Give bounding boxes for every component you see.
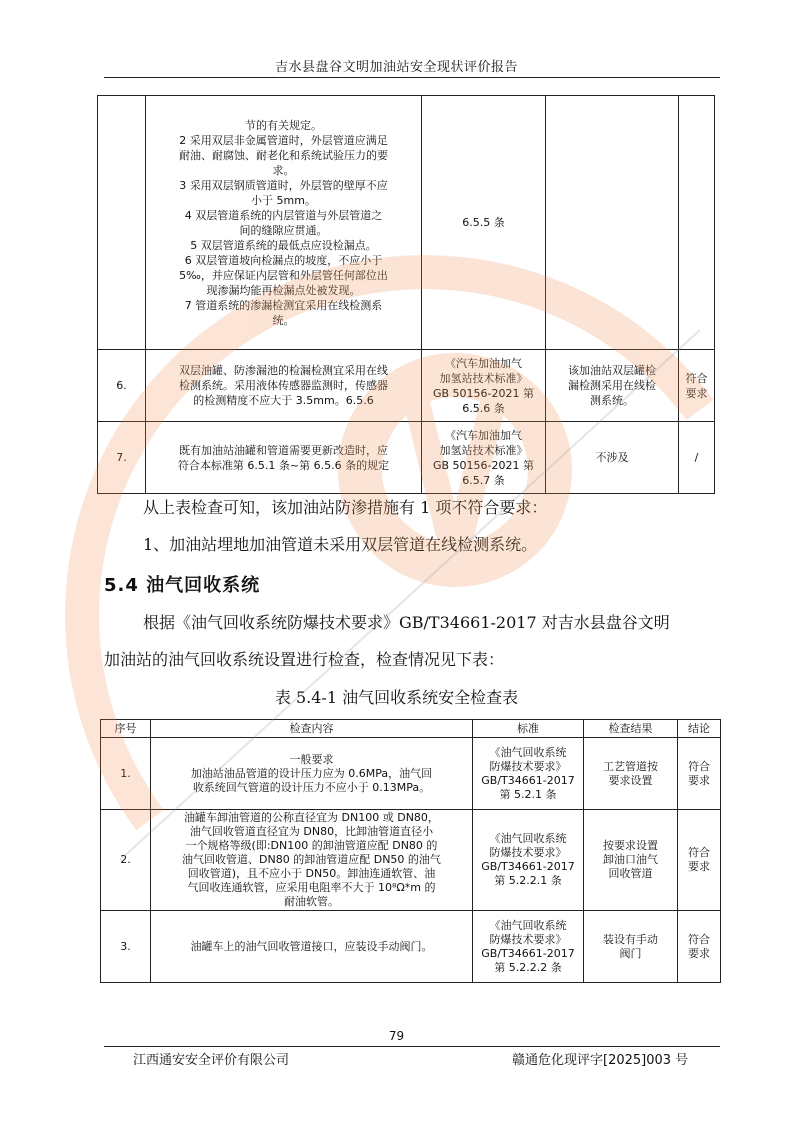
nonconformity-item: 1、加油站埋地加油管道未采用双层管道在线检测系统。 xyxy=(143,535,538,554)
header-standard: 标准 xyxy=(473,720,584,738)
check-content-line: 4 双层管道系统的内层管道与外层管道之 xyxy=(184,208,383,222)
table-caption: 表 5.4-1 油气回收系统安全检查表 xyxy=(274,688,519,707)
cell-check-content xyxy=(146,350,422,422)
standard-line: 第 5.2.2.1 条 xyxy=(494,874,562,887)
check-content-line: 间的缝隙应贯通。 xyxy=(239,223,328,237)
cell-check-content xyxy=(146,422,422,494)
summary-paragraph: 从上表检查可知，该加油站防渗措施有 1 项不符合要求： xyxy=(143,498,548,517)
table-row xyxy=(101,738,721,810)
cell-standard xyxy=(422,422,546,494)
check-content-line: 双层油罐、防渗漏池的检漏检测宜采用在线 xyxy=(179,364,388,377)
check-content-line: 油气回收管道直径宜为 DN80，比卸油管道直径小 xyxy=(189,825,434,838)
result-line: 装设有手动 xyxy=(603,932,658,946)
standard-line: 防爆技术要求》 xyxy=(489,846,567,859)
cell-check-content xyxy=(151,911,473,983)
conclusion-line: 符合 xyxy=(688,932,710,946)
header-divider xyxy=(104,77,720,78)
conclusion-line: 要求 xyxy=(685,386,708,400)
conclusion-line: / xyxy=(694,451,699,464)
standard-line: GB/T34661-2017 xyxy=(481,946,575,960)
check-content-line: 节的有关规定。 xyxy=(245,118,322,132)
section-heading: 5.4 油气回收系统 xyxy=(104,575,261,596)
row-number: 2. xyxy=(101,810,151,911)
standard-line: 《汽车加油加气 xyxy=(445,428,522,442)
row-number xyxy=(98,96,146,350)
cell-result xyxy=(584,810,678,911)
check-content-line: 7 管道系统的渗漏检测宜采用在线检测系 xyxy=(184,298,383,312)
page-number: 79 xyxy=(388,1029,405,1043)
table-row xyxy=(101,810,721,911)
result-line: 卸油口油气 xyxy=(603,853,658,866)
cell-standard xyxy=(422,350,546,422)
standard-line: 第 5.2.2.2 条 xyxy=(494,960,562,974)
footer-company: 江西通安安全评价有限公司 xyxy=(133,1053,290,1068)
check-content-line: 一个规格等级(即:DN100 的卸油管道应配 DN80 的 xyxy=(185,839,438,852)
cell-standard xyxy=(473,738,584,810)
cell-standard xyxy=(473,810,584,911)
check-content-line: 5 双层管道系统的最低点应设检漏点。 xyxy=(190,238,377,252)
standard-line: 《油气回收系统 xyxy=(489,832,567,845)
table-row xyxy=(101,911,721,983)
header-conclusion: 结论 xyxy=(678,720,721,738)
standard-line: GB/T34661-2017 xyxy=(481,773,575,787)
cell-check-content xyxy=(151,810,473,911)
cell-standard xyxy=(473,911,584,983)
cell-conclusion xyxy=(678,810,721,911)
check-content-line: 3 采用双层钢质管道时，外层管的壁厚不应 xyxy=(179,178,388,192)
standard-line: 防爆技术要求》 xyxy=(489,759,567,773)
standard-line: 《油气回收系统 xyxy=(489,918,567,932)
standard-line: 《汽车加油加气 xyxy=(445,356,522,370)
standard-line: 加氢站技术标准》 xyxy=(439,443,528,457)
standard-line: GB 50156-2021 第 xyxy=(432,386,535,400)
intro-paragraph-line-2: 加油站的油气回收系统设置进行检查，检查情况见下表： xyxy=(104,650,505,669)
intro-paragraph-line-1: 根据《油气回收系统防爆技术要求》GB/T34661-2017 对吉水县盘谷文明 xyxy=(143,613,670,632)
cell-check-content xyxy=(151,738,473,810)
check-content-line: 现渗漏均能再检漏点处被发现。 xyxy=(206,283,361,297)
cell-check-content xyxy=(146,96,422,350)
check-content-line: 的检测精度不应大于 3.5mm。6.5.6 xyxy=(193,394,374,407)
check-content-line: 求。 xyxy=(272,163,295,177)
result-line: 不涉及 xyxy=(595,451,629,464)
standard-line: GB 50156-2021 第 xyxy=(432,458,535,472)
safety-check-table-continued xyxy=(97,95,715,494)
check-content-line: 回收管道)，且不应小于 DN50。卸油连通软管、油 xyxy=(187,867,436,880)
footer-divider xyxy=(104,1046,720,1047)
header-content: 检查内容 xyxy=(151,720,473,738)
conclusion-line: 符合 xyxy=(688,846,710,859)
cell-conclusion xyxy=(679,96,715,350)
check-content-line: 符合本标准第 6.5.1 条~第 6.5.6 条的规定 xyxy=(177,458,390,472)
cell-result xyxy=(584,911,678,983)
check-content-line: 统。 xyxy=(272,313,295,327)
standard-line: 6.5.6 条 xyxy=(462,401,505,415)
cell-conclusion xyxy=(678,738,721,810)
conclusion-line: 符合 xyxy=(685,371,708,385)
row-number: 1. xyxy=(101,738,151,810)
result-line: 工艺管道按 xyxy=(603,759,658,773)
check-content-line: 加油站油品管道的设计压力应为 0.6MPa，油气回 xyxy=(190,766,433,780)
vapor-recovery-check-table xyxy=(100,719,721,983)
table-row xyxy=(98,422,715,494)
standard-line: 6.5.5 条 xyxy=(462,216,505,229)
result-line: 按要求设置 xyxy=(603,839,658,852)
page-header-title: 吉水县盘谷文明加油站安全现状评价报告 xyxy=(274,60,518,75)
check-content-line: 油罐车卸油管道的公称直径宜为 DN100 或 DN80， xyxy=(184,811,439,824)
result-line: 漏检测采用在线检 xyxy=(568,379,656,392)
conclusion-line: 要求 xyxy=(688,946,710,960)
conclusion-line: 符合 xyxy=(688,759,710,773)
standard-line: 第 5.2.1 条 xyxy=(499,787,557,801)
conclusion-line: 要求 xyxy=(688,860,710,873)
result-line: 该加油站双层罐检 xyxy=(568,364,656,377)
check-content-line: 5‰，并应保证内层管和外层管任何部位出 xyxy=(179,268,388,282)
cell-result xyxy=(584,738,678,810)
standard-line: 防爆技术要求》 xyxy=(489,932,567,946)
check-content-line: 检测系统。采用液体传感器监测时，传感器 xyxy=(179,379,388,392)
result-line: 测系统。 xyxy=(590,394,634,407)
cell-conclusion xyxy=(678,911,721,983)
row-number: 3. xyxy=(101,911,151,983)
result-line: 阀门 xyxy=(619,946,642,960)
check-content-line: 油气回收管道、DN80 的卸油管道应配 DN50 的油气 xyxy=(182,853,441,866)
cell-conclusion xyxy=(679,350,715,422)
check-content-line: 一般要求 xyxy=(289,752,334,766)
standard-line: 加氢站技术标准》 xyxy=(439,371,528,385)
check-content-line: 耐油、耐腐蚀、耐老化和系统试验压力的要 xyxy=(179,148,388,162)
check-content-line: 耐油软管。 xyxy=(284,895,339,908)
check-content-line: 2 采用双层非金属管道时，外层管道应满足 xyxy=(179,133,388,147)
table-row xyxy=(98,350,715,422)
standard-line: 《油气回收系统 xyxy=(489,745,567,759)
standard-line: GB/T34661-2017 xyxy=(481,860,575,873)
conclusion-line: 要求 xyxy=(688,773,710,787)
cell-conclusion xyxy=(679,422,715,494)
cell-result xyxy=(546,96,679,350)
check-content-line: 6 双层管道坡向检漏点的坡度，不应小于 xyxy=(184,253,383,267)
header-no: 序号 xyxy=(101,720,151,738)
check-content-line: 小于 5mm。 xyxy=(251,193,316,207)
row-number: 7. xyxy=(98,422,146,494)
result-line: 要求设置 xyxy=(608,773,653,787)
check-content-line: 气回收连通软管，应采用电阻率不大于 10⁸Ω*m 的 xyxy=(187,881,436,894)
cell-standard xyxy=(422,96,546,350)
check-content-line: 收系统回气管道的设计压力不应小于 0.13MPa。 xyxy=(192,780,431,794)
row-number: 6. xyxy=(98,350,146,422)
footer-report-number: 赣通危化现评字[2025]003 号 xyxy=(512,1053,689,1068)
result-line: 回收管道 xyxy=(608,867,653,880)
check-content-line: 油罐车上的油气回收管道接口，应装设手动阀门。 xyxy=(190,939,433,953)
check-content-line: 既有加油站油罐和管道需要更新改造时，应 xyxy=(179,443,388,457)
table-row xyxy=(98,96,715,350)
standard-line: 6.5.7 条 xyxy=(462,473,505,487)
cell-result xyxy=(546,350,679,422)
header-result: 检查结果 xyxy=(584,720,678,738)
cell-result xyxy=(546,422,679,494)
